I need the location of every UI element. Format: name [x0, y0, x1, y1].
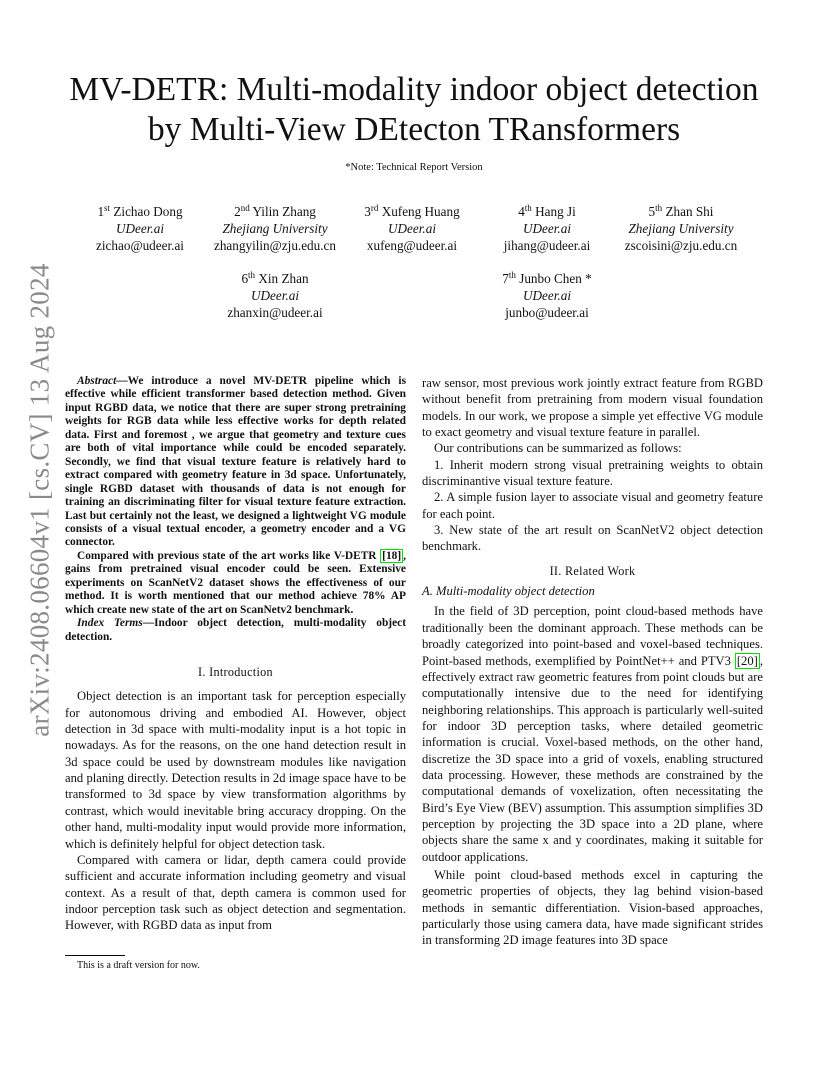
- author-name-text: Hang Ji: [535, 204, 576, 219]
- author-email[interactable]: xufeng@udeer.ai: [366, 238, 458, 253]
- author-name-text: Junbo Chen *: [519, 271, 592, 286]
- author-name-text: Zhan Shi: [665, 204, 714, 219]
- related-heading-text: II. Related Work: [549, 563, 636, 578]
- related-text-b: , effectively extract raw geometric features from point clouds but are computationally intensive due to the need for identifying neighboring relationships. This approach is particularly well-suited for indoor 3D perception tasks, where detailed geometric information is crucial. Voxel-based methods, on the other hand, discretize the 3D space into a grid of voxels, enabling structured data processing. However, these methods are constrained by the computational demands of voxelization, often necessitating the Bird’s Eye View (BEV) assumption. This assumption simplifies 3D perception by projecting the 3D space into a 2D plane, where objects share the same x and y coordinates, making it suitable for outdoor applications.: [422, 653, 763, 864]
- related-paragraph-1: [422, 603, 763, 865]
- contribution-1: 1. Inherit modern strong visual pretraining weights to obtain discriminantive visual texture feature.: [422, 457, 763, 489]
- author-order-suffix: rd: [370, 203, 379, 213]
- section-heading-related: [422, 563, 763, 579]
- abstract: [65, 375, 406, 644]
- intro-heading-text: I. Introduction: [198, 665, 273, 680]
- abstract-text-2a: Compared with previous state of the art works like V-DETR: [77, 549, 381, 562]
- author-email[interactable]: zhanxin@udeer.ai: [227, 305, 323, 320]
- author-email[interactable]: zichao@udeer.ai: [96, 238, 184, 253]
- author-name: [581, 203, 781, 220]
- right-paragraph-1: raw sensor, most previous work jointly extract feature from RGBD without benefit from pretraining from modern visual foundation models. In our work, we propose a simple yet effective VG module to exact geometry and visual texture feature in parallel.: [422, 376, 763, 440]
- contribution-3: 3. New state of the art result on ScanNetV2 object detection benchmark.: [422, 523, 763, 554]
- intro-paragraph-2: Compared with camera or lidar, depth camera could provide sufficient and accurate information including geometry and visual context. As a result of that, depth camera is common used for indoor perception task such as object detection and segmentation. However, with RGBD data as input from: [65, 852, 406, 933]
- intro-paragraph-1: Object detection is an important task for perception especially for autonomous driving and embodied AI. However, object detection in 3d space with multi-modality input is a hot topic in nowadays. As for the reasons, on the one hand detection result in 3d space could be used by downstream modules like navigation and planing directly. Detection results in 2d image space have to be transformed to 3d space by view transformation algorithms by contrast, which would inevitable bring accuracy dropping. On the other hand, multi-modality input would provide more information, which is definitely helpful for object detection task.: [65, 689, 406, 851]
- author-7: [447, 270, 647, 321]
- author-affiliation: UDeer.ai: [251, 288, 299, 303]
- footnote: This is a draft version for now.: [77, 960, 200, 971]
- author-5: [581, 203, 781, 254]
- author-order-suffix: th: [655, 203, 663, 213]
- abstract-text: —We introduce a novel MV-DETR pipeline which is effective while efficient transformer based detection method. Given input RGBD data, we notice that there are super strong pretraining weights for RGB data while less effective works for depth related data. First and foremost , we argue that geometry and texture cues are both of vital importance while could be encoded separately. Secondly, we find that visual texture feature is relatively hard to extract compared with geometry feature in 3d space. Unfortunately, single RGBD dataset with thousands of data is not enough for training an discriminating filter for visual texture feature extraction. Last but certainly not the least, we designed a lightweight VG module consists of a visual textual encoder, a geometry encoder and a VG connector.: [65, 375, 406, 549]
- author-email[interactable]: zscoisini@zju.edu.cn: [624, 238, 738, 253]
- contribution-2: 2. A simple fusion layer to associate visual and geometry feature for each point.: [422, 490, 763, 521]
- author-order-suffix: st: [104, 203, 111, 213]
- author-order: 5: [648, 204, 656, 219]
- author-affiliation: UDeer.ai: [523, 221, 571, 236]
- author-order: 2: [234, 204, 241, 219]
- author-order-suffix: th: [508, 270, 516, 280]
- author-email[interactable]: junbo@udeer.ai: [505, 305, 589, 320]
- author-order: 7: [502, 271, 509, 286]
- abstract-label: Abstract: [77, 375, 117, 387]
- footnote-rule: [65, 955, 125, 956]
- author-affiliation: UDeer.ai: [116, 221, 164, 236]
- author-email[interactable]: jihang@udeer.ai: [503, 238, 591, 253]
- author-6: [175, 270, 375, 321]
- author-name-text: Xufeng Huang: [381, 204, 460, 219]
- citation-link[interactable]: [18]: [382, 549, 402, 562]
- index-terms-label: Index Terms: [77, 617, 143, 630]
- author-order-suffix: th: [248, 270, 256, 280]
- author-name-text: Zichao Dong: [113, 204, 183, 219]
- abstract-paragraph: [65, 375, 406, 550]
- abstract-text-2b: , gains from pretrained visual encoder could be seen. Extensive experiments on ScanNetV2 dataset shows the effectiveness of our method. It is worth mentioned that our method achieve 78% AP which create new state of the art on ScanNetv2 benchmark.: [65, 549, 406, 616]
- citation-link[interactable]: [20]: [736, 653, 758, 668]
- author-order-suffix: nd: [240, 203, 250, 213]
- author-affiliation: Zhejiang University: [628, 221, 734, 236]
- right-column: [422, 375, 763, 949]
- abstract-paragraph-2: [65, 550, 406, 617]
- report-note: *Note: Technical Report Version: [345, 162, 483, 173]
- contributions-intro: Our contributions can be summarized as follows:: [434, 441, 682, 456]
- author-affiliation: Zhejiang University: [222, 221, 328, 236]
- author-affiliation: UDeer.ai: [388, 221, 436, 236]
- title-line-1: MV-DETR: Multi-modality indoor object detection: [69, 71, 759, 108]
- author-name-text: Xin Zhan: [258, 271, 309, 286]
- author-order-suffix: th: [524, 203, 532, 213]
- author-affiliation: UDeer.ai: [523, 288, 571, 303]
- author-order: 3: [364, 204, 371, 219]
- author-order: 6: [241, 271, 249, 286]
- left-column: [65, 375, 406, 934]
- section-heading-intro: [65, 664, 406, 680]
- related-paragraph-2: While point cloud-based methods excel in capturing the geometric properties of objects, they lag behind vision-based methods in semantic differentiation. Vision-based approaches, particularly those using camera data, have made significant strides in transforming 2D image features into 3D space: [422, 867, 763, 948]
- author-order: 4: [518, 204, 525, 219]
- index-terms: [65, 617, 406, 644]
- author-email[interactable]: zhangyilin@zju.edu.cn: [213, 238, 336, 253]
- paper-title: [40, 70, 788, 150]
- related-text-a: In the field of 3D perception, point cloud-based methods have traditionally been the dominant approach. These methods can be broadly categorized into point-based and voxel-based techniques. Point-based methods, exemplified by PointNet++ and PTV3: [422, 604, 763, 668]
- index-terms-text: —Indoor object detection, multi-modality object detection.: [65, 617, 407, 643]
- arxiv-identifier: arXiv:2408.06604v1 [cs.CV] 13 Aug 2024: [24, 263, 55, 737]
- title-line-2: by Multi-View DEtecton TRansformers: [147, 111, 681, 148]
- author-name: [447, 270, 647, 287]
- subsection-heading: A. Multi-modality object detection: [422, 584, 595, 599]
- author-name: [175, 270, 375, 287]
- arxiv-sidebar: [0, 0, 64, 1072]
- author-order: 1: [97, 204, 105, 219]
- author-name-text: Yilin Zhang: [252, 204, 316, 219]
